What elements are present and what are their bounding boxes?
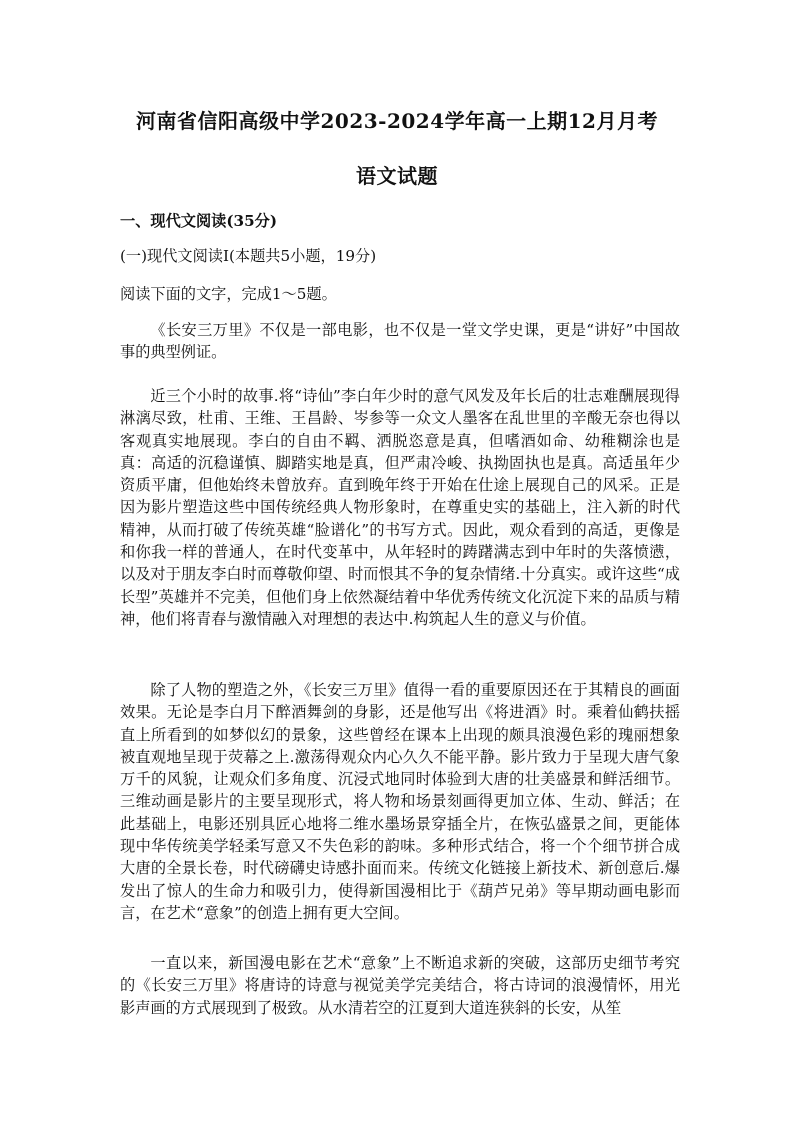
subsection-heading: (一)现代文阅读I(本题共5小题，19分): [120, 247, 377, 265]
reading-instruction: 阅读下面的文字，完成1～5题。: [120, 285, 337, 303]
passage-paragraph-3: 除了人物的塑造之外，《长安三万里》值得一看的重要原因还在于其精良的画面效果。无论是李白月下醉酒舞剑的身影，还是他写出《将进酒》时。乘着仙鹤扶摇直上所看到的如梦似幻的景象，这些曾经在课本上出现的颇具浪漫色彩的瑰丽想象被直观地呈现于荧幕之上.激荡得观众内心久久不能平静。影片致力于呈现大唐气象万千的风貌，让观众们多角度、沉浸式地同时体验到大唐的壮美盛景和鲜活细节。三维动画是影片的主要呈现形式，将人物和场景刻画得更加立体、生动、鲜活；在此基础上，电影还别具匠心地将二维水墨场景穿插全片，在恢弘盛景之间，更能体现中华传统美学轻柔写意又不失色彩的韵味。多种形式结合，将一个个细节拼合成大唐的全景长卷，时代磅礴史诗感扑面而来。传统文化链接上新技术、新创意后.爆发出了惊人的生命力和吸引力，使得新国漫相比于《葫芦兄弟》等早期动画电影而言，在艺术“意象”的创造上拥有更大空间。: [120, 681, 680, 922]
passage-paragraph-2: 近三个小时的故事.将“诗仙”李白年少时的意气风发及年长后的壮志难酬展现得淋漓尽致，杜甫、王维、王昌龄、岑参等一众文人墨客在乱世里的辛酸无奈也得以客观真实地展现。李白的自由不羁、洒脱恣意是真，但嗜酒如命、幼稚糊涂也是真：高适的沉稳谨慎、脚踏实地是真，但严肃冷峻、执拗固执也是真。高适虽年少资质平庸，但他始终未曾放弃。直到晚年终于开始在仕途上展现自己的风采。正是因为影片塑造这些中国传统经典人物形象时，在尊重史实的基础上，注入新的时代精神，从而打破了传统英雄“脸谱化”的书写方式。因此，观众看到的高适，更像是和你我一样的普通人，在时代变革中，从年轻时的踌躇满志到中年时的失落愤懑，以及对于朋友李白时而尊敬仰望、时而恨其不争的复杂情绪.十分真实。或许这些“成长型”英雄并不完美，但他们身上依然凝结着中华优秀传统文化沉淀下来的品质与精神，他们将青春与激情融入对理想的表达中.构筑起人生的意义与价值。: [120, 387, 680, 628]
exam-subject-title: 语文试题: [356, 164, 438, 188]
exam-title: 河南省信阳高级中学2023-2024学年高一上期12月月考: [136, 109, 658, 133]
passage-paragraph-1: 《长安三万里》不仅是一部电影，也不仅是一堂文学史课，更是“讲好”中国故事的典型例证。: [120, 321, 680, 362]
section-heading: 一、现代文阅读(35分): [120, 212, 278, 230]
passage-paragraph-4: 一直以来，新国漫电影在艺术“意象”上不断追求新的突破，这部历史细节考究的《长安三万里》将唐诗的诗意与视觉美学完美结合，将古诗词的浪漫情怀，用光影声画的方式展现到了极致。从水清若空的江夏到大道连狭斜的长安，从笙: [120, 954, 680, 1017]
